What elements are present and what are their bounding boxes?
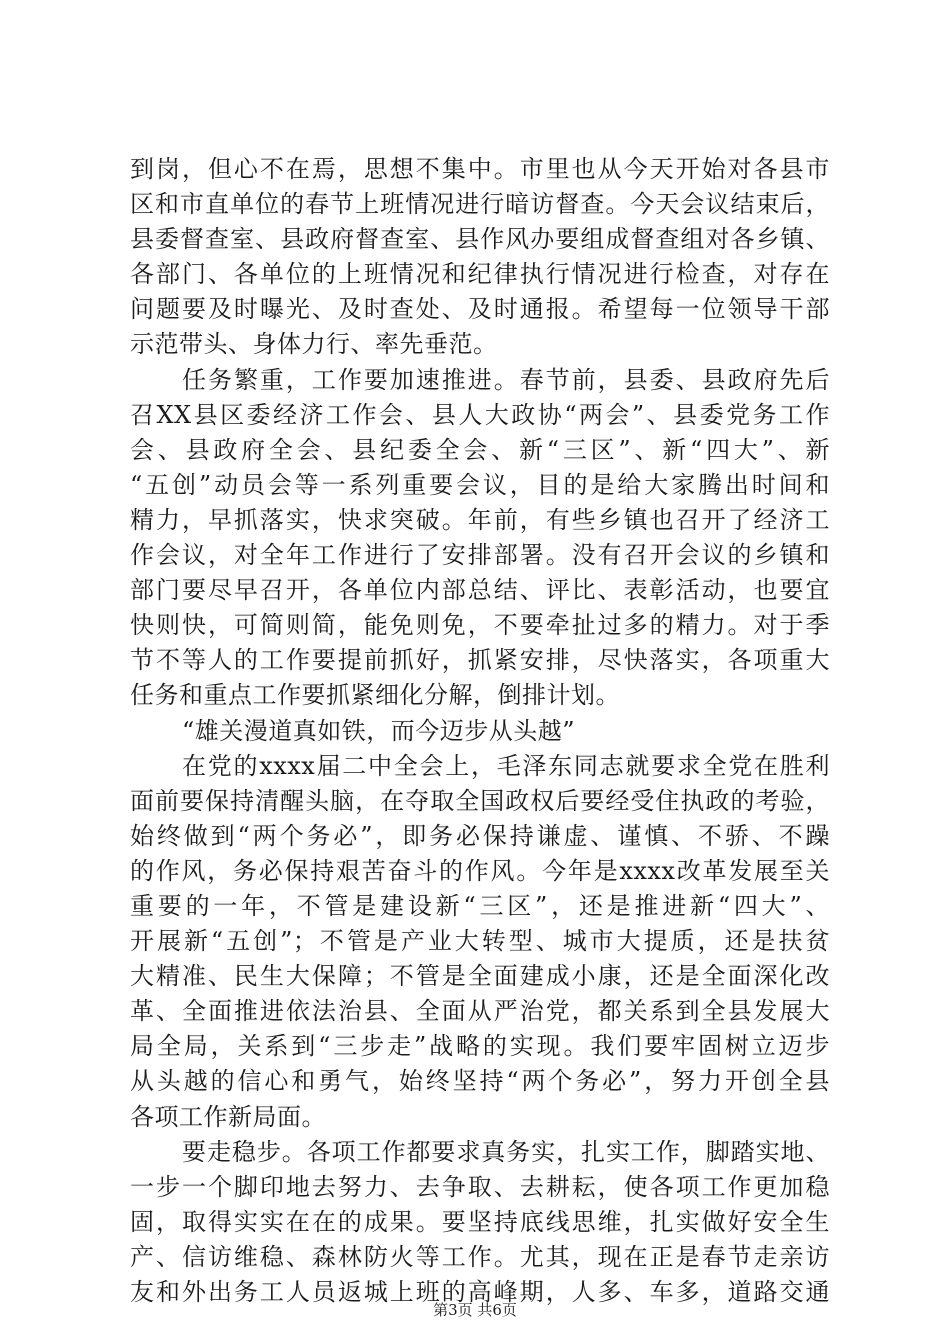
- text-line: 问题要及时曝光、及时查处、及时通报。希望每一位领导干部: [130, 295, 830, 324]
- text-line: 精力，早抓落实，快求突破。年前，有些乡镇也召开了经济工: [130, 505, 830, 534]
- text-line: 会、县政府全会、县纪委全会、新“三区”、新“四大”、新: [130, 435, 830, 464]
- text-line: 任务繁重，工作要加速推进。春节前，县委、县政府先后: [182, 365, 830, 394]
- text-line: 开展新“五创”；不管是产业大转型、城市大提质，还是扶贫: [130, 927, 830, 956]
- text-line: 大精准、民生大保障；不管是全面建成小康，还是全面深化改: [130, 962, 830, 991]
- text-line: 快则快，可简则简，能免则免，不要牵扯过多的精力。对于季: [130, 611, 830, 640]
- text-line: 任务和重点工作要抓紧细化分解，倒排计划。: [130, 681, 620, 710]
- text-line: 各部门、各单位的上班情况和纪律执行情况进行检查，对存在: [130, 260, 830, 289]
- text-line: 到岗，但心不在焉，思想不集中。市里也从今天开始对各县市: [130, 155, 830, 183]
- text-line: 示范带头、身体力行、率先垂范。: [130, 330, 498, 359]
- text-line: 在党的xxxx届二中全会上，毛泽东同志就要求全党在胜利: [182, 751, 830, 780]
- text-line: 友和外出务工人员返城上班的高峰期，人多、车多，道路交通: [130, 1278, 830, 1306]
- text-line: 始终做到“两个务必”，即务必保持谦虚、谨慎、不骄、不躁: [130, 821, 830, 850]
- text-line: 要走稳步。各项工作都要求真务实，扎实工作，脚踏实地、: [182, 1137, 830, 1166]
- text-line: 革、全面推进依法治县、全面从严治党，都关系到全县发展大: [130, 997, 830, 1026]
- text-line: 各项工作新局面。: [130, 1102, 326, 1131]
- document-body: [130, 152, 830, 1310]
- text-line: “五创”动员会等一系列重要会议，目的是给大家腾出时间和: [130, 470, 830, 499]
- text-line: 产、信访维稳、森林防火等工作。尤其，现在正是春节走亲访: [130, 1242, 830, 1271]
- text-line: 部门要尽早召开，各单位内部总结、评比、表彰活动，也要宜: [130, 576, 830, 605]
- section-heading: “雄关漫道真如铁，而今迈步从头越”: [182, 716, 576, 745]
- text-line: 面前要保持清醒头脑，在夺取全国政权后要经受住执政的考验，: [130, 786, 830, 815]
- text-line: 从头越的信心和勇气，始终坚持“两个务必”，努力开创全县: [130, 1067, 830, 1096]
- text-line: 节不等人的工作要提前抓好，抓紧安排，尽快落实，各项重大: [130, 646, 830, 675]
- text-line: 召XX县区委经济工作会、县人大政协“两会”、县委党务工作: [130, 400, 830, 429]
- text-line: 县委督查室、县政府督查室、县作风办要组成督查组对各乡镇、: [130, 225, 830, 254]
- text-line: 作会议，对全年工作进行了安排部署。没有召开会议的乡镇和: [130, 541, 830, 570]
- text-line: 区和市直单位的春节上班情况进行暗访督查。今天会议结束后，: [130, 190, 830, 219]
- text-line: 局全局，关系到“三步走”战略的实现。我们要牢固树立迈步: [130, 1032, 830, 1061]
- text-line: 重要的一年，不管是建设新“三区”，还是推进新“四大”、: [130, 891, 830, 920]
- text-line: 的作风，务必保持艰苦奋斗的作风。今年是xxxx改革发展至关: [130, 856, 830, 885]
- text-line: 一步一个脚印地去努力、去争取、去耕耘，使各项工作更加稳: [130, 1172, 830, 1201]
- text-line: 固，取得实实在在的成果。要坚持底线思维，扎实做好安全生: [130, 1207, 830, 1236]
- page-number-footer: 第3页 共6页: [433, 1301, 517, 1319]
